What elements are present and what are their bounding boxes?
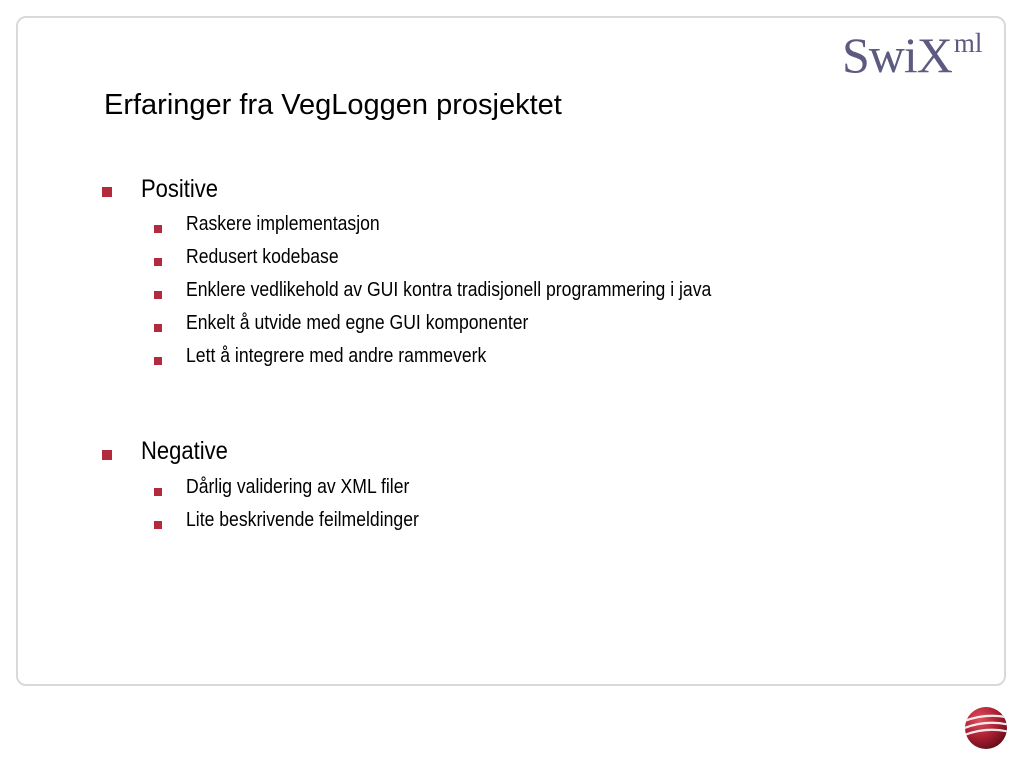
section-heading-negative: Negative	[141, 437, 228, 465]
globe-icon	[964, 706, 1008, 750]
list-item: Dårlig validering av XML filer	[186, 476, 410, 498]
bullet-square-icon	[102, 450, 112, 460]
bullet-square-icon	[102, 187, 112, 197]
bullet-square-icon	[154, 324, 162, 332]
bullet-square-icon	[154, 521, 162, 529]
list-item: Lite beskrivende feilmeldinger	[186, 509, 419, 531]
list-item: Raskere implementasjon	[186, 213, 380, 235]
bullet-square-icon	[154, 225, 162, 233]
slide-title: Erfaringer fra VegLoggen prosjektet	[104, 89, 562, 121]
bullet-square-icon	[154, 488, 162, 496]
section-heading-positive: Positive	[141, 175, 219, 203]
list-item: Enkelt å utvide med egne GUI komponenter	[186, 312, 529, 334]
logo-superscript: ml	[953, 28, 983, 58]
list-item: Redusert kodebase	[186, 246, 339, 268]
bullet-square-icon	[154, 291, 162, 299]
bullet-square-icon	[154, 357, 162, 365]
logo-main-text: SwiX	[842, 27, 952, 83]
bullet-square-icon	[154, 258, 162, 266]
list-item: Lett å integrere med andre rammeverk	[186, 345, 487, 367]
swixml-logo	[842, 26, 982, 84]
list-item: Enklere vedlikehold av GUI kontra tradisjonell programmering i java	[186, 279, 712, 301]
